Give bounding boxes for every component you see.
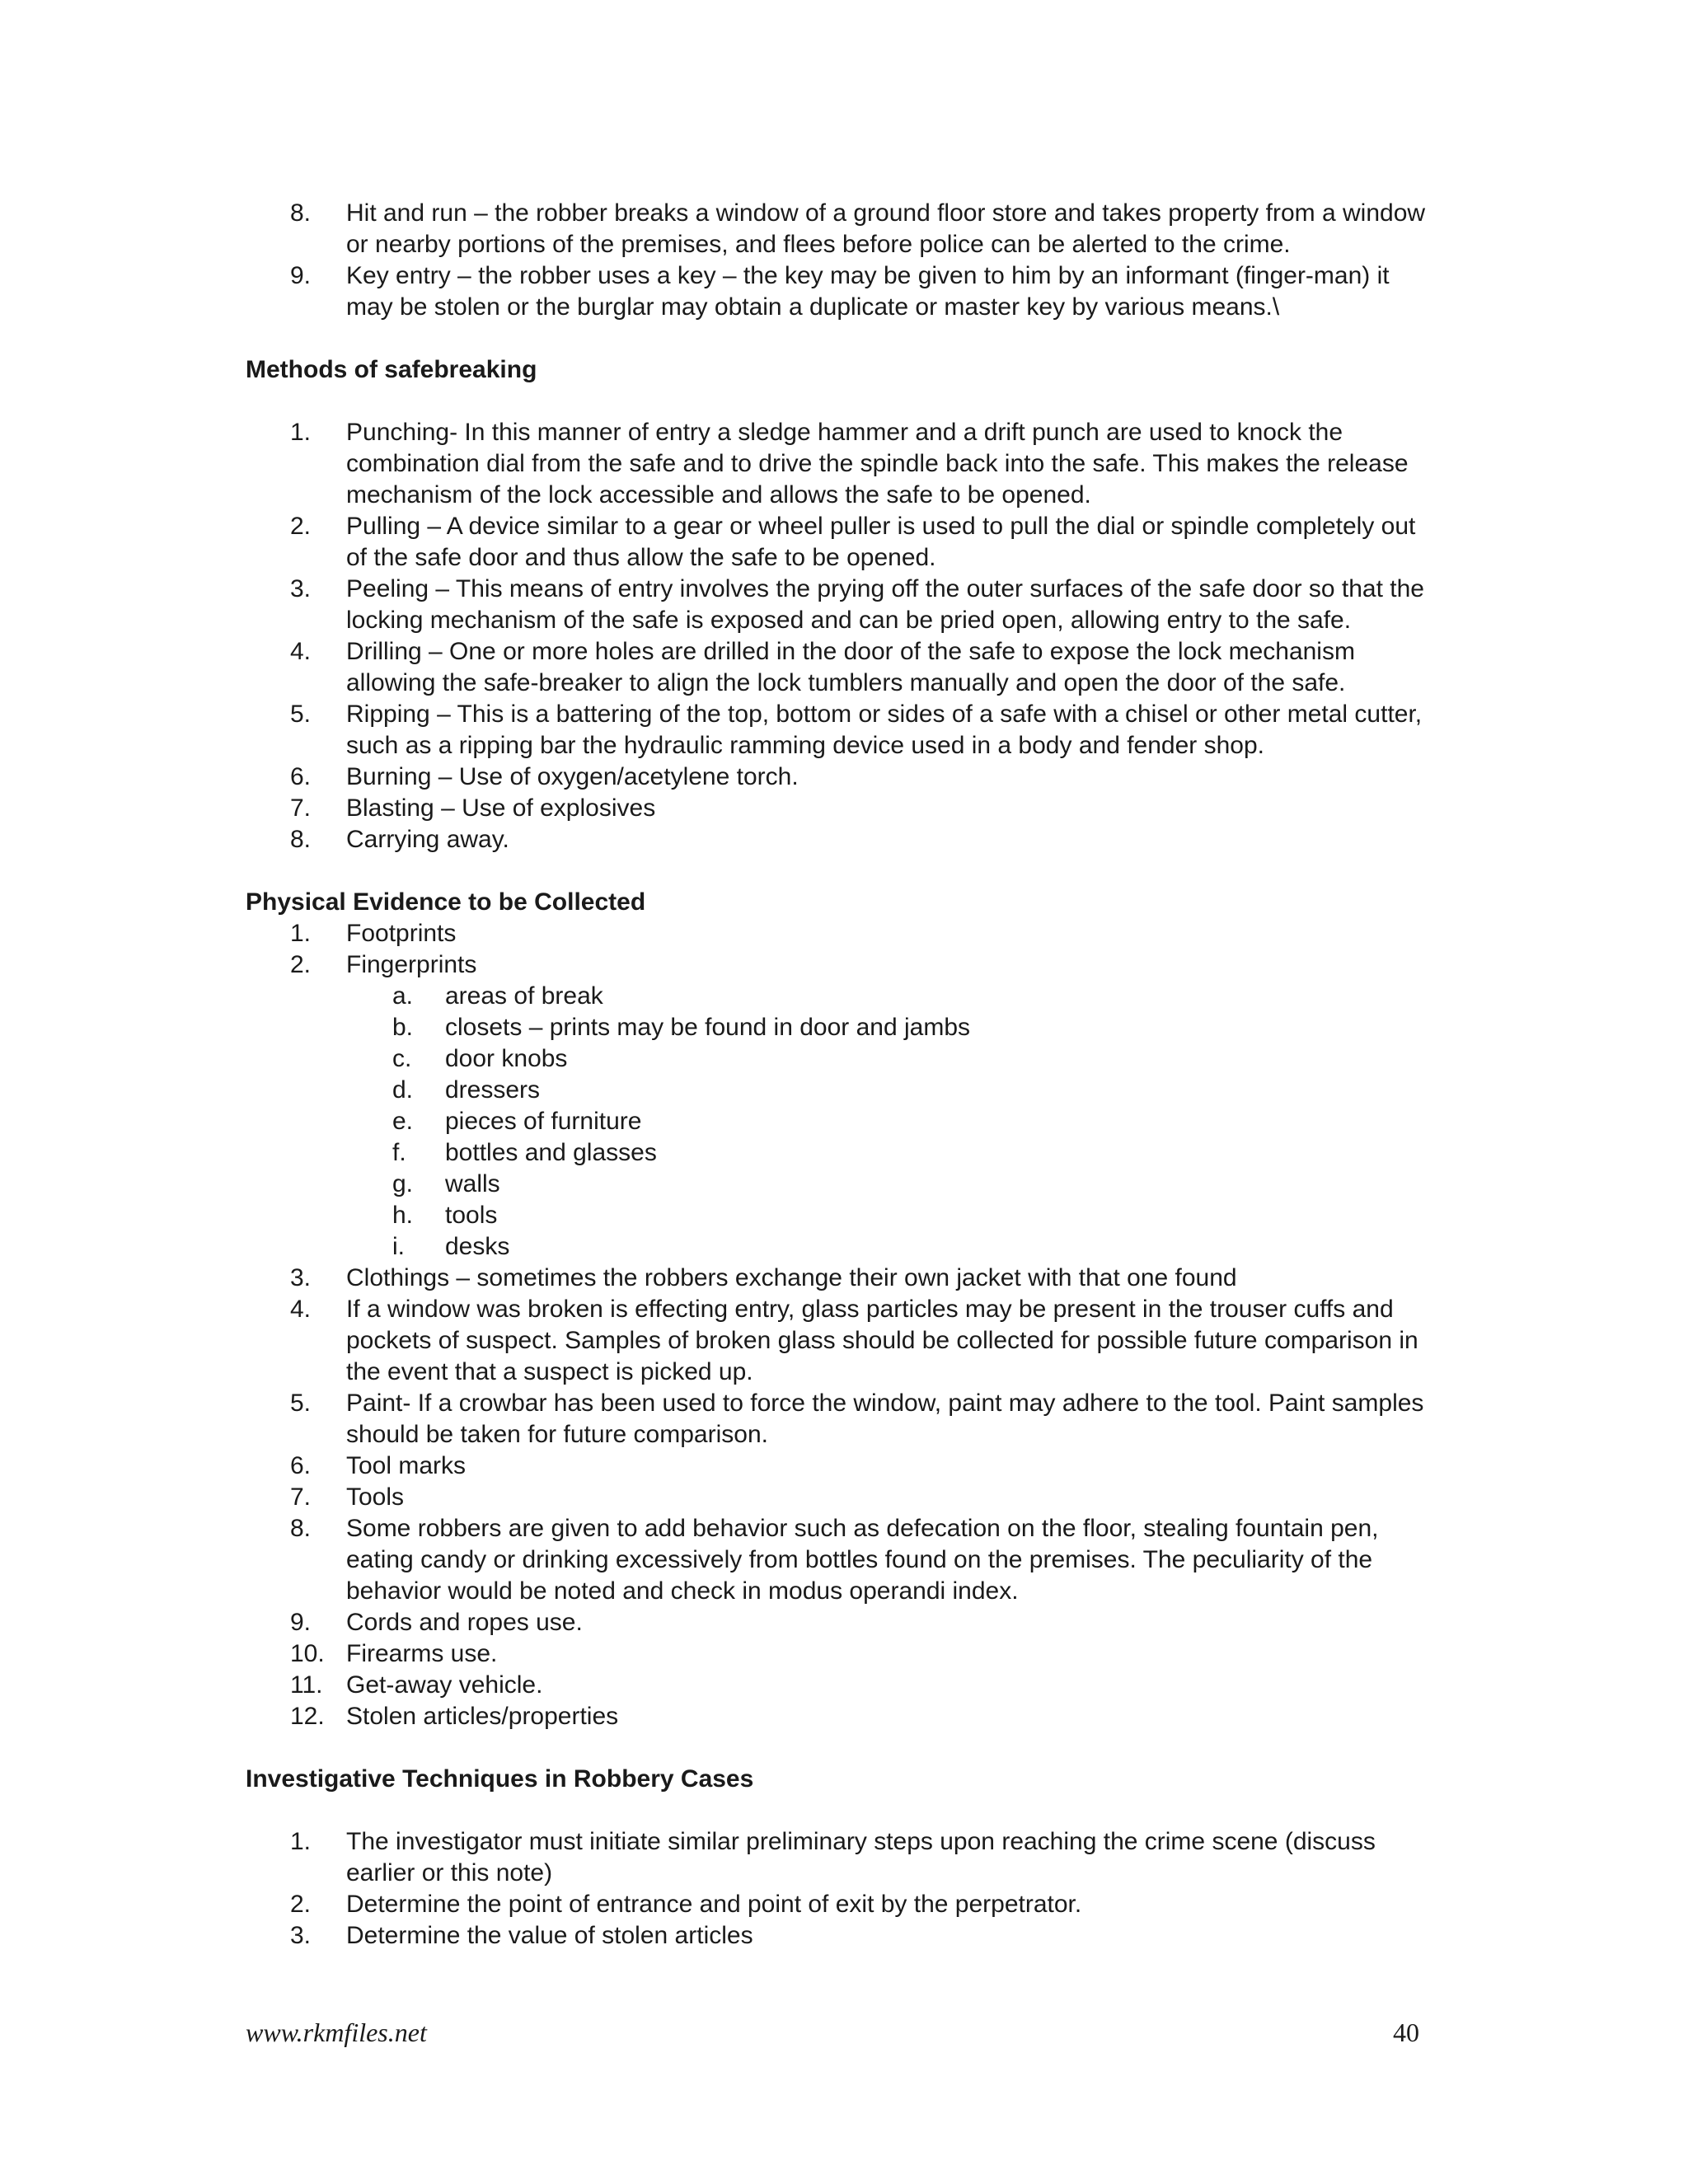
sublist-item bbox=[246, 1043, 1441, 1075]
item-text: Some robbers are given to add behavior such as defecation on the floor, stealing fountain pen, eating candy or drinking excessively from bottles found on the premises. The peculiarity of the behavior would be noted and check in modus operandi index. bbox=[346, 1515, 1379, 1605]
item-number: 1. bbox=[290, 419, 312, 446]
list-item bbox=[246, 1638, 1441, 1670]
item-number: 5. bbox=[290, 701, 312, 728]
sublist-item bbox=[246, 1137, 1441, 1169]
item-number: 4. bbox=[290, 1296, 312, 1323]
item-text: Drilling – One or more holes are drilled in the door of the safe to expose the lock mechanism allowing the safe-breaker to align the lock tumblers manually and open the door of the safe. bbox=[346, 638, 1355, 696]
page-content bbox=[246, 198, 1441, 1952]
item-letter: b. bbox=[392, 1014, 414, 1041]
list-item bbox=[246, 949, 1441, 981]
item-text: Fingerprints bbox=[346, 951, 477, 978]
item-text: desks bbox=[445, 1233, 510, 1260]
item-letter: e. bbox=[392, 1108, 414, 1135]
fingerprint-sublist bbox=[246, 981, 1441, 1263]
item-number: 2. bbox=[290, 1891, 312, 1918]
item-text: Carrying away. bbox=[346, 826, 509, 853]
item-number: 8. bbox=[290, 826, 312, 853]
item-text: Footprints bbox=[346, 920, 457, 947]
section-heading-safebreaking: Methods of safebreaking bbox=[246, 356, 537, 383]
list-item bbox=[246, 762, 1441, 793]
item-text: Punching- In this manner of entry a sledge hammer and a drift punch are used to knock the combination dial from the safe and to drive the spindle back into the safe. This makes the release mechanism of the lock accessible and allows the safe to be opened. bbox=[346, 419, 1409, 509]
item-number: 1. bbox=[290, 920, 312, 947]
item-letter: h. bbox=[392, 1202, 414, 1229]
item-number: 3. bbox=[290, 575, 312, 602]
list-item bbox=[246, 1451, 1441, 1482]
list-item bbox=[246, 1920, 1441, 1952]
item-text: Hit and run – the robber breaks a window of a ground floor store and takes property from a window or nearby portions of the premises, and flees before police can be alerted to the crime. bbox=[346, 199, 1426, 258]
item-text: Stolen articles/properties bbox=[346, 1703, 619, 1730]
list-item bbox=[246, 574, 1441, 636]
intro-list bbox=[246, 198, 1441, 323]
sublist-item bbox=[246, 1169, 1441, 1200]
item-text: Determine the point of entrance and point of exit by the perpetrator. bbox=[346, 1891, 1082, 1918]
item-text: areas of break bbox=[445, 982, 603, 1010]
item-text: dressers bbox=[445, 1076, 541, 1104]
item-text: bottles and glasses bbox=[445, 1139, 657, 1166]
item-text: If a window was broken is effecting entry, glass particles may be present in the trouser cuffs and pockets of suspect. Samples of broken glass should be collected for possible future comparison in the event that a suspect is picked up. bbox=[346, 1296, 1418, 1385]
list-item bbox=[246, 793, 1441, 824]
item-number: 9. bbox=[290, 1609, 312, 1636]
item-number: 2. bbox=[290, 513, 312, 540]
list-item bbox=[246, 1482, 1441, 1513]
item-number: 11. bbox=[290, 1671, 323, 1699]
sublist-item bbox=[246, 1075, 1441, 1106]
item-number: 6. bbox=[290, 1452, 312, 1479]
list-item bbox=[246, 511, 1441, 574]
sublist-item bbox=[246, 1231, 1441, 1263]
item-number: 7. bbox=[290, 794, 312, 822]
item-text: Tools bbox=[346, 1483, 405, 1511]
list-item bbox=[246, 260, 1441, 323]
page-number: 40 bbox=[1393, 2018, 1419, 2047]
list-item bbox=[246, 198, 1441, 260]
item-text: pieces of furniture bbox=[445, 1108, 642, 1135]
item-text: Firearms use. bbox=[346, 1640, 498, 1667]
item-number: 3. bbox=[290, 1922, 312, 1949]
item-letter: a. bbox=[392, 982, 414, 1010]
item-text: Paint- If a crowbar has been used to force the window, paint may adhere to the tool. Paint samples should be taken for future comparison. bbox=[346, 1390, 1424, 1448]
item-text: Ripping – This is a battering of the top, bottom or sides of a safe with a chisel or other metal cutter, such as a ripping bar the hydraulic ramming device used in a body and fender shop. bbox=[346, 701, 1423, 759]
item-number: 2. bbox=[290, 951, 312, 978]
item-number: 9. bbox=[290, 262, 312, 289]
techniques-list bbox=[246, 1826, 1441, 1952]
item-text: door knobs bbox=[445, 1045, 568, 1072]
item-text: closets – prints may be found in door and jambs bbox=[445, 1014, 971, 1041]
list-item bbox=[246, 417, 1441, 511]
item-letter: f. bbox=[392, 1139, 406, 1166]
item-letter: d. bbox=[392, 1076, 414, 1104]
item-text: walls bbox=[445, 1170, 500, 1197]
item-text: Burning – Use of oxygen/acetylene torch. bbox=[346, 763, 799, 790]
item-text: Get-away vehicle. bbox=[346, 1671, 543, 1699]
list-item bbox=[246, 1889, 1441, 1920]
list-item bbox=[246, 1263, 1441, 1294]
list-item bbox=[246, 918, 1441, 949]
list-item bbox=[246, 1826, 1441, 1889]
list-item bbox=[246, 1607, 1441, 1638]
item-text: Clothings – sometimes the robbers exchange their own jacket with that one found bbox=[346, 1264, 1237, 1291]
item-number: 8. bbox=[290, 199, 312, 227]
list-item bbox=[246, 699, 1441, 762]
item-number: 8. bbox=[290, 1515, 312, 1542]
item-number: 1. bbox=[290, 1828, 312, 1855]
item-text: Tool marks bbox=[346, 1452, 467, 1479]
item-letter: g. bbox=[392, 1170, 414, 1197]
sublist-item bbox=[246, 981, 1441, 1012]
list-item bbox=[246, 1670, 1441, 1701]
safebreaking-list bbox=[246, 417, 1441, 855]
footer-website: www.rkmfiles.net bbox=[246, 2018, 427, 2047]
item-text: Pulling – A device similar to a gear or wheel puller is used to pull the dial or spindle completely out of the safe door and thus allow the safe to be opened. bbox=[346, 513, 1416, 571]
item-letter: i. bbox=[392, 1233, 405, 1260]
sublist-item bbox=[246, 1012, 1441, 1043]
item-text: Determine the value of stolen articles bbox=[346, 1922, 753, 1949]
item-number: 5. bbox=[290, 1390, 312, 1417]
list-item bbox=[246, 1513, 1441, 1607]
item-number: 7. bbox=[290, 1483, 312, 1511]
item-text: Key entry – the robber uses a key – the key may be given to him by an informant (finger-man) it may be stolen or the burglar may obtain a duplicate or master key by various means.\ bbox=[346, 262, 1390, 321]
item-number: 4. bbox=[290, 638, 312, 665]
section-heading-evidence: Physical Evidence to be Collected bbox=[246, 888, 646, 916]
item-number: 12. bbox=[290, 1703, 325, 1730]
sublist-item bbox=[246, 1106, 1441, 1137]
evidence-list bbox=[246, 918, 1441, 1732]
item-text: The investigator must initiate similar preliminary steps upon reaching the crime scene (discuss earlier or this note) bbox=[346, 1828, 1376, 1886]
item-text: Peeling – This means of entry involves the prying off the outer surfaces of the safe door so that the locking mechanism of the safe is exposed and can be pried open, allowing entry to the safe. bbox=[346, 575, 1424, 634]
list-item bbox=[246, 1388, 1441, 1451]
item-letter: c. bbox=[392, 1045, 412, 1072]
item-text: Blasting – Use of explosives bbox=[346, 794, 656, 822]
section-heading-techniques: Investigative Techniques in Robbery Cases bbox=[246, 1765, 754, 1793]
item-number: 3. bbox=[290, 1264, 312, 1291]
list-item bbox=[246, 1701, 1441, 1732]
item-number: 6. bbox=[290, 763, 312, 790]
list-item bbox=[246, 1294, 1441, 1388]
sublist-item bbox=[246, 1200, 1441, 1231]
item-number: 10. bbox=[290, 1640, 325, 1667]
item-text: Cords and ropes use. bbox=[346, 1609, 583, 1636]
list-item bbox=[246, 824, 1441, 855]
item-text: tools bbox=[445, 1202, 498, 1229]
list-item bbox=[246, 636, 1441, 699]
